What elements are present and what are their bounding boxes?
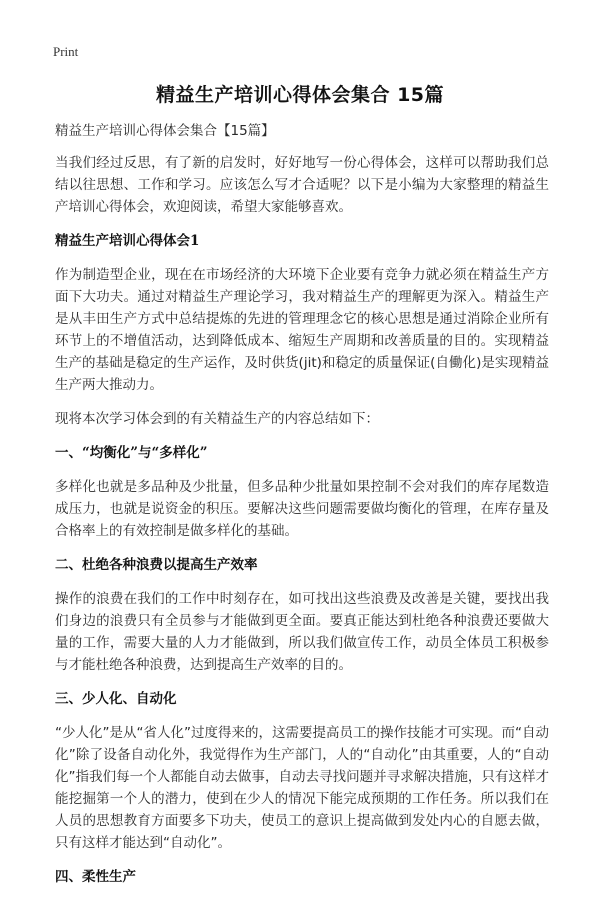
document-body <box>55 120 549 900</box>
heading-eliminate-waste: 二、杜绝各种浪费以提高生产效率 <box>55 557 258 573</box>
paragraph-fewer-people-automation: “少人化”是从“省人化”过度得来的，这需要提高员工的操作技能才可实现。而“自动化”除了设备自动化外，我觉得作为生产部门，人的“自动化”由其重要，人的“自动化”指我们每一个人都能自动去做事，自动去寻找问题并寻求解决措施，只有这样才能挖掘第一个人的潜力，使到在少人的情况下能完成预期的工作任务。所以我们在人员的思想教育方面要多下功夫，使员工的意识上提高做到发处内心的自愿去做，只有这样才能达到“自动化”。 <box>55 725 549 851</box>
heading-flexible-production: 四、柔性生产 <box>55 869 136 885</box>
paragraph-eliminate-waste: 操作的浪费在我们的工作中时刻存在，如可找出这些浪费及改善是关键，要找出我们身边的浪费只有全员参与才能做到更全面。要真正能达到杜绝各种浪费还要做大量的工作，需要大量的人力才能做到，所以我们做宣传工作，动员全体员工积极参与才能杜绝各种浪费，达到提高生产效率的目的。 <box>55 591 549 673</box>
document-subtitle: 精益生产培训心得体会集合【15篇】 <box>55 123 275 139</box>
heading-balance-diversity: 一、“均衡化”与“多样化” <box>55 445 208 461</box>
section1-paragraph-2: 现将本次学习体会到的有关精益生产的内容总结如下： <box>55 411 379 427</box>
section1-paragraph-1: 作为制造型企业，现在在市场经济的大环境下企业要有竞争力就必须在精益生产方面下大功夫。通过对精益生产理论学习，我对精益生产的理解更为深入。精益生产是从丰田生产方式中总结提炼的先进的管理理念它的核心思想是通过消除企业所有环节上的不增值活动，达到降低成本、缩短生产周期和改善质量的目的。实现精益生产的基础是稳定的生产运作，及时供货(jit)和稳定的质量保证(自働化)是实现精益生产两大推动力。 <box>55 267 549 393</box>
paragraph-balance-diversity: 多样化也就是多品种及少批量，但多品种少批量如果控制不会对我们的库存尾数造成压力，也就是说资金的积压。要解决这些问题需要做均衡化的管理，在库存量及合格率上的有效控制是做多样化的基础。 <box>55 479 549 539</box>
heading-fewer-people-automation: 三、少人化、自动化 <box>55 691 177 707</box>
page-title: 精益生产培训心得体会集合 15篇 <box>155 84 445 106</box>
print-link[interactable]: Print <box>53 44 79 59</box>
section-heading-1: 精益生产培训心得体会1 <box>55 233 200 249</box>
intro-paragraph: 当我们经过反思，有了新的启发时，好好地写一份心得体会，这样可以帮助我们总结以往思想、工作和学习。应该怎么写才合适呢？以下是小编为大家整理的精益生产培训心得体会，欢迎阅读，希望大家能够喜欢。 <box>55 155 549 215</box>
